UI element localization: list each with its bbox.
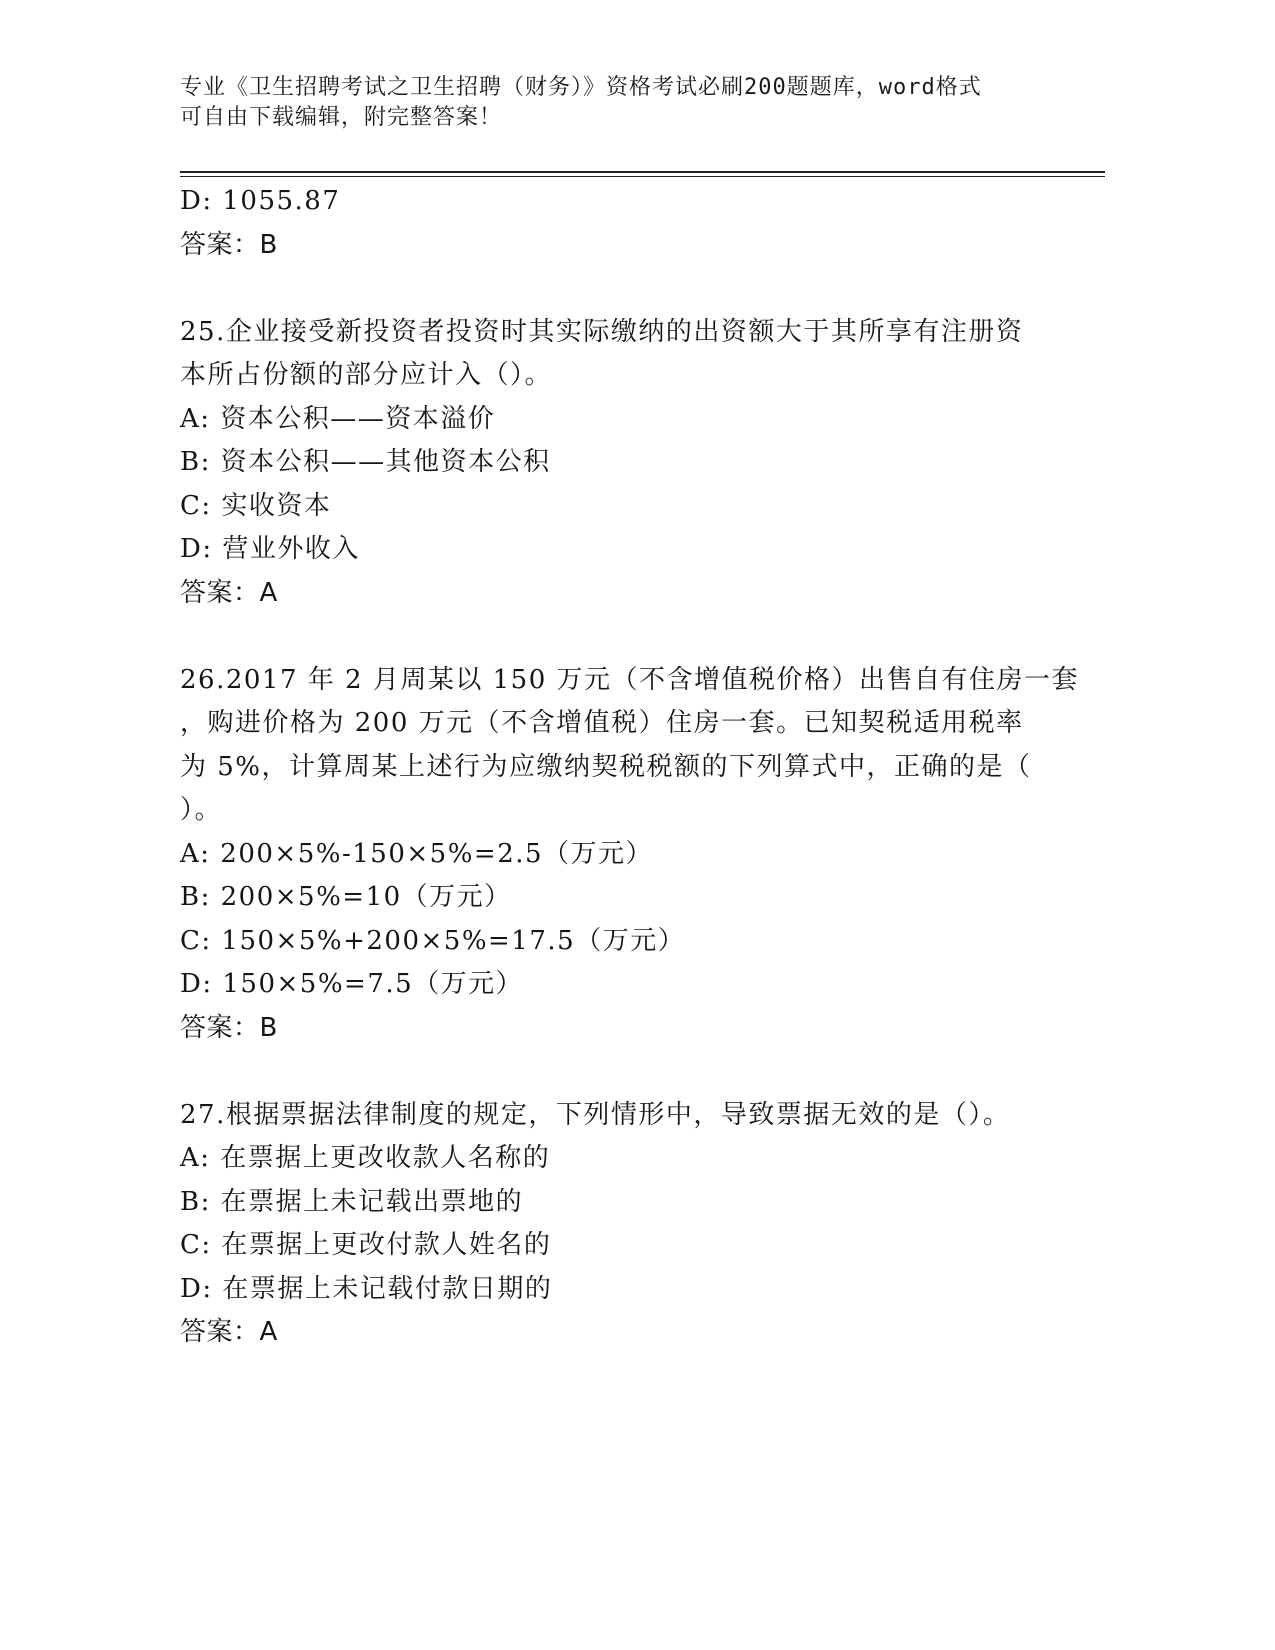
question-stem: ）。 (180, 795, 223, 825)
question-stem: 25.企业接受新投资者投资时其实际缴纳的出资额大于其所享有注册资 (180, 316, 1024, 347)
question-stem: 为 5%，计算周某上述行为应缴纳契税税额的下列算式中，正确的是（ (180, 751, 1032, 782)
option-b: B: 在票据上未记载出票地的 (180, 1186, 524, 1217)
header-divider (180, 171, 1105, 177)
option-a: A: 200×5%-150×5%=2.5（万元） (180, 838, 654, 869)
option-d: D: 150×5%=7.5（万元） (180, 969, 524, 999)
document-body (180, 180, 1079, 1355)
option-d: D: 在票据上未记载付款日期的 (180, 1273, 553, 1304)
spacer (180, 1050, 1079, 1094)
spacer (180, 267, 1079, 311)
option-d: D: 营业外收入 (180, 534, 360, 564)
option-c: C: 在票据上更改付款人姓名的 (180, 1230, 552, 1260)
option-b: B: 200×5%=10（万元） (180, 882, 512, 912)
option-b: B: 资本公积——其他资本公积 (180, 447, 551, 477)
option-c: C: 150×5%+200×5%=17.5（万元） (180, 925, 686, 956)
question-stem: 26.2017 年 2 月周某以 150 万元（不含增值税价格）出售自有住房一套 (180, 664, 1080, 695)
page-header (180, 73, 982, 133)
spacer (180, 615, 1079, 659)
question-stem: ，购进价格为 200 万元（不含增值税）住房一套。已知契税适用税率 (180, 708, 1024, 738)
answer-line: 答案：B (180, 1012, 278, 1043)
question-stem: 27.根据票据法律制度的规定，下列情形中，导致票据无效的是（）。 (180, 1099, 1011, 1130)
answer-line: 答案：B (180, 229, 278, 260)
question-stem: 本所占份额的部分应计入（）。 (180, 360, 553, 390)
option-d: D: 1055.87 (180, 186, 341, 216)
question-25 (180, 311, 1079, 616)
question-26 (180, 659, 1079, 1051)
previous-question-tail (180, 180, 1079, 267)
option-a: A: 资本公积——资本溢价 (180, 403, 496, 434)
header-title-line-1: 专业《卫生招聘考试之卫生招聘（财务）》资格考试必刷200题题库，word格式 (180, 75, 982, 100)
header-title-line-2: 可自由下载编辑，附完整答案！ (180, 105, 503, 130)
answer-line: 答案：A (180, 1317, 278, 1347)
answer-line: 答案：A (180, 577, 278, 608)
option-a: A: 在票据上更改收款人名称的 (180, 1143, 551, 1173)
option-c: C: 实收资本 (180, 490, 332, 521)
question-27 (180, 1094, 1079, 1355)
